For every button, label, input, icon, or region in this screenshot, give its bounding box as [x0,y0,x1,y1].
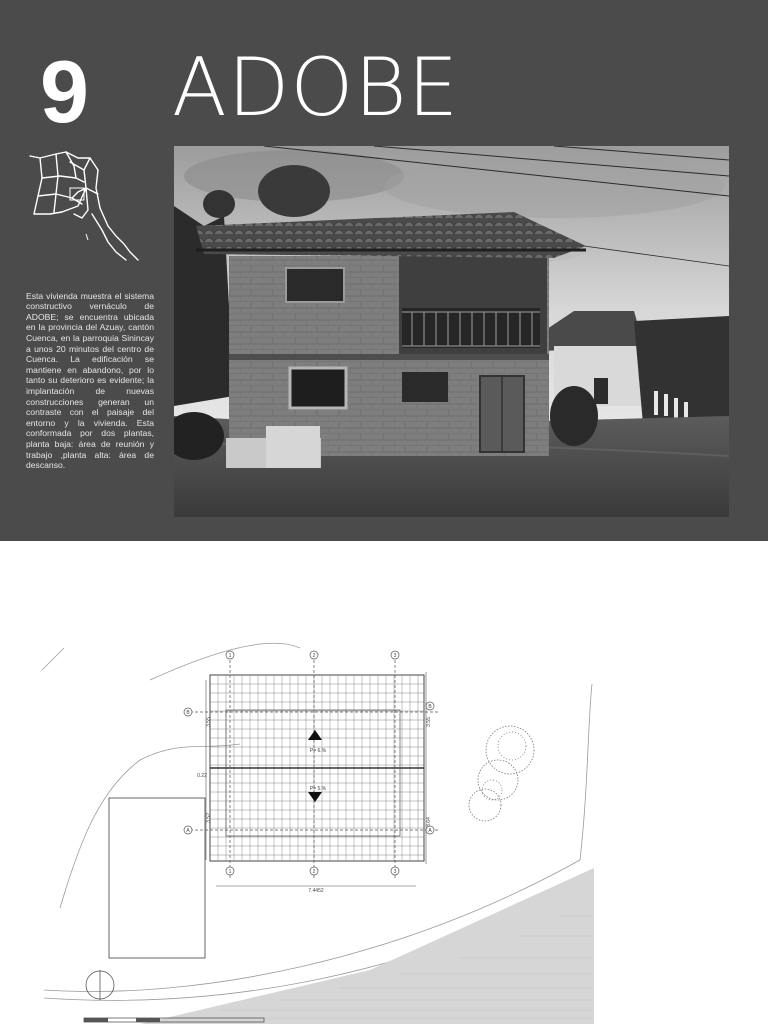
axis-label-2: 2 [312,653,316,659]
page-title: ADOBE [172,41,460,134]
axis-label-a: A [186,828,190,834]
axis-label-2-bottom: 2 [312,869,316,875]
slope-down-label: P= 5.% [309,786,327,792]
section-number: 9 [40,42,87,141]
slope-down-arrow-icon [308,792,322,802]
axis-label-3: 3 [393,653,397,659]
dimension-left-top: 3.55 [206,717,212,727]
slope-up-arrow-icon [308,730,322,740]
location-map [26,148,144,270]
axis-label-a-right: A [428,828,432,834]
axis-label-1-bottom: 1 [228,869,232,875]
dimension-right-bottom: 3.64 [426,817,432,827]
axis-label-b-right: B [428,704,432,710]
description-text: Esta vivienda muestra el sistema constructivo vernáculo de ADOBE; se encuentra ubicada en la provincia del Azuay, cantón Cuenca, en la parroquia Sinincay a unos 20 minutos del centro de Cuenca. La edificación se mantiene en abandono, por lo tanto su deterioro es evidente; la implantación de nuevas construcciones generan un contraste con el paisaje del entorno y la vivienda. Esta conformada por dos plantas, planta baja: área de reunión y trabajo ,planta alta: área de descanso. [26,290,154,471]
slope-up-label: P= 6.% [309,748,327,754]
axis-label-b: B [186,710,190,716]
tree-icon [469,726,534,821]
dimension-width: 7.4452 [308,888,324,894]
dimension-right-top: 3.55 [426,717,432,727]
dimension-left-bottom: 3.52 [206,813,212,823]
floor-plan [40,640,600,1024]
axis-label-1: 1 [228,653,232,659]
house-photo [174,146,729,517]
axis-label-3-bottom: 3 [393,869,397,875]
dimension-mid: 0.22 [197,773,207,779]
